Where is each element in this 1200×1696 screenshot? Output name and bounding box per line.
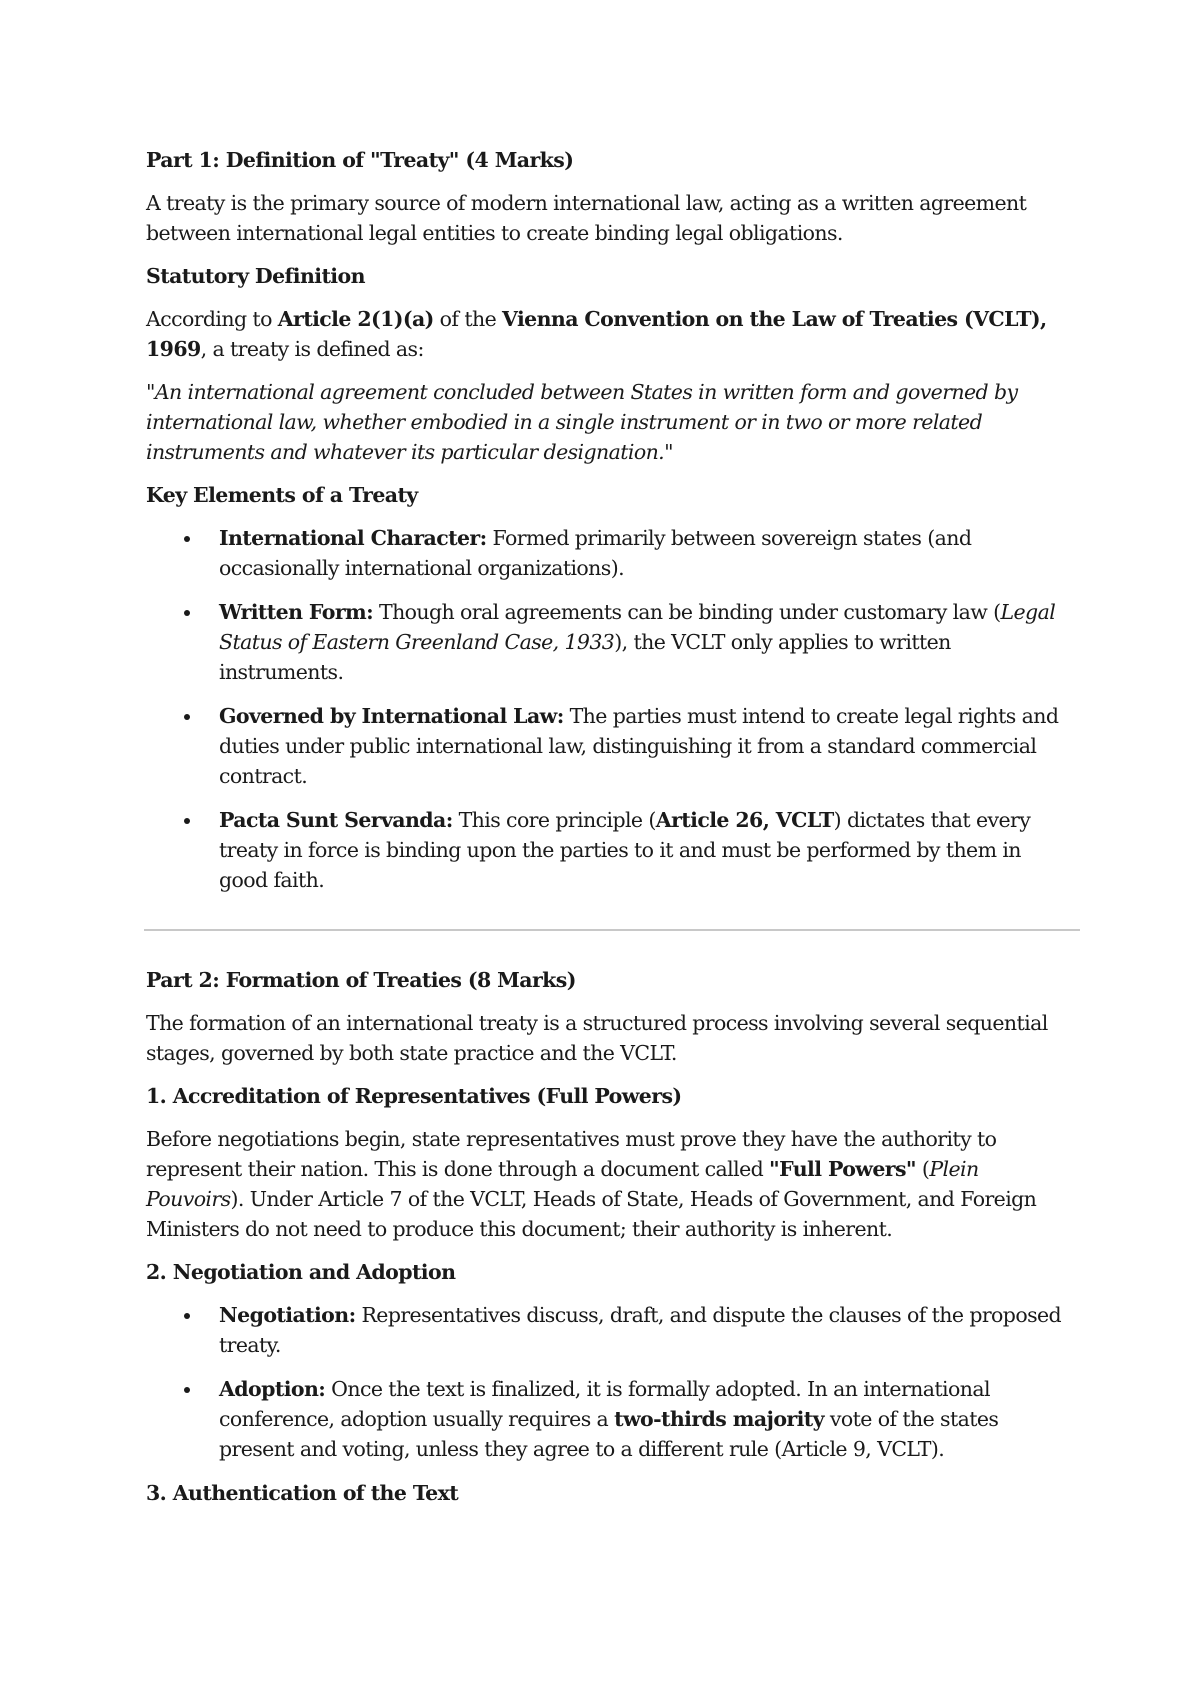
article-reference: Article 2(1)(a) xyxy=(277,307,434,331)
element-term: Adoption: xyxy=(219,1377,326,1401)
bullet-icon xyxy=(184,1313,190,1319)
bullet-icon xyxy=(184,818,190,824)
element-text: ) dictates that every treaty in force is binding upon the parties to it and must be performed by them in good faith. xyxy=(219,808,1031,892)
full-powers-term: "Full Powers" xyxy=(769,1157,916,1181)
negotiation-adoption-list xyxy=(146,1300,1070,1464)
bullet-icon xyxy=(184,536,190,542)
section-divider xyxy=(144,929,1080,931)
text-run: ( xyxy=(916,1157,930,1181)
text-run: of the xyxy=(433,307,503,331)
text-run: ). Under Article 7 of the VCLT, Heads of State, Heads of Government, and Foreign Ministers do not need to produce this document; their authority is inherent. xyxy=(146,1187,1037,1241)
list-item xyxy=(146,1374,1070,1464)
element-text: Though oral agreements can be binding under customary law ( xyxy=(373,600,1001,624)
text-run: , a treaty is defined as: xyxy=(200,337,424,361)
element-text: vote of the states present and voting, unless they agree to a different rule (Article 9, VCLT). xyxy=(219,1407,999,1461)
text-run: Before negotiations begin, state representatives must prove they have the authority to represent their nation. This is done through a document called xyxy=(146,1127,997,1181)
part1-intro: A treaty is the primary source of modern international law, acting as a written agreement between international legal entities to create binding legal obligations. xyxy=(146,191,1027,245)
part2-intro: The formation of an international treaty is a structured process involving several sequential stages, governed by both state practice and the VCLT. xyxy=(146,1011,1048,1065)
negotiation-adoption-heading: 2. Negotiation and Adoption xyxy=(146,1260,456,1284)
element-term: Negotiation: xyxy=(219,1303,356,1327)
bullet-icon xyxy=(184,610,190,616)
element-text: This core principle ( xyxy=(452,808,656,832)
list-item xyxy=(146,523,1070,583)
majority-term: two-thirds majority xyxy=(614,1407,824,1431)
element-text: Once the text is finalized, it is formally adopted. In an international conference, adoption usually requires a xyxy=(219,1377,990,1431)
list-item xyxy=(146,1300,1070,1360)
authentication-heading: 3. Authentication of the Text xyxy=(146,1481,459,1505)
bullet-icon xyxy=(184,1387,190,1393)
case-citation: Legal Status of Eastern Greenland Case, 1933 xyxy=(219,600,1056,654)
list-item xyxy=(146,597,1070,687)
part1-heading: Part 1: Definition of "Treaty" (4 Marks) xyxy=(146,148,574,172)
statutory-definition-heading: Statutory Definition xyxy=(146,264,365,288)
element-text: Formed primarily between sovereign states (and occasionally international organizations). xyxy=(219,526,972,580)
accreditation-heading: 1. Accreditation of Representatives (Full Powers) xyxy=(146,1084,682,1108)
accreditation-text xyxy=(146,1124,1070,1244)
definition-quote: "An international agreement concluded between States in written form and governed by international law, whether embodied in a single instrument or in two or more related instruments and whatever its particular designation." xyxy=(146,380,1018,464)
key-elements-list xyxy=(146,523,1070,895)
text-run: According to xyxy=(146,307,278,331)
list-item xyxy=(146,805,1070,895)
key-elements-heading: Key Elements of a Treaty xyxy=(146,483,418,507)
convention-name: Vienna Convention on the Law of Treaties (VCLT), 1969 xyxy=(146,307,1047,361)
element-term: Governed by International Law: xyxy=(219,704,564,728)
element-term: Written Form: xyxy=(219,600,374,624)
element-text: ), the VCLT only applies to written instruments. xyxy=(219,630,951,684)
element-text: Representatives discuss, draft, and dispute the clauses of the proposed treaty. xyxy=(219,1303,1062,1357)
plein-pouvoirs-term: Plein Pouvoirs xyxy=(146,1157,979,1211)
element-text: The parties must intend to create legal rights and duties under public international law, distinguishing it from a standard commercial contract. xyxy=(219,704,1059,788)
bullet-icon xyxy=(184,714,190,720)
statutory-definition-text xyxy=(146,304,1070,364)
element-term: Pacta Sunt Servanda: xyxy=(219,808,453,832)
element-term: International Character: xyxy=(219,526,487,550)
list-item xyxy=(146,701,1070,791)
article-reference: Article 26, VCLT xyxy=(655,808,834,832)
part2-heading: Part 2: Formation of Treaties (8 Marks) xyxy=(146,968,576,992)
